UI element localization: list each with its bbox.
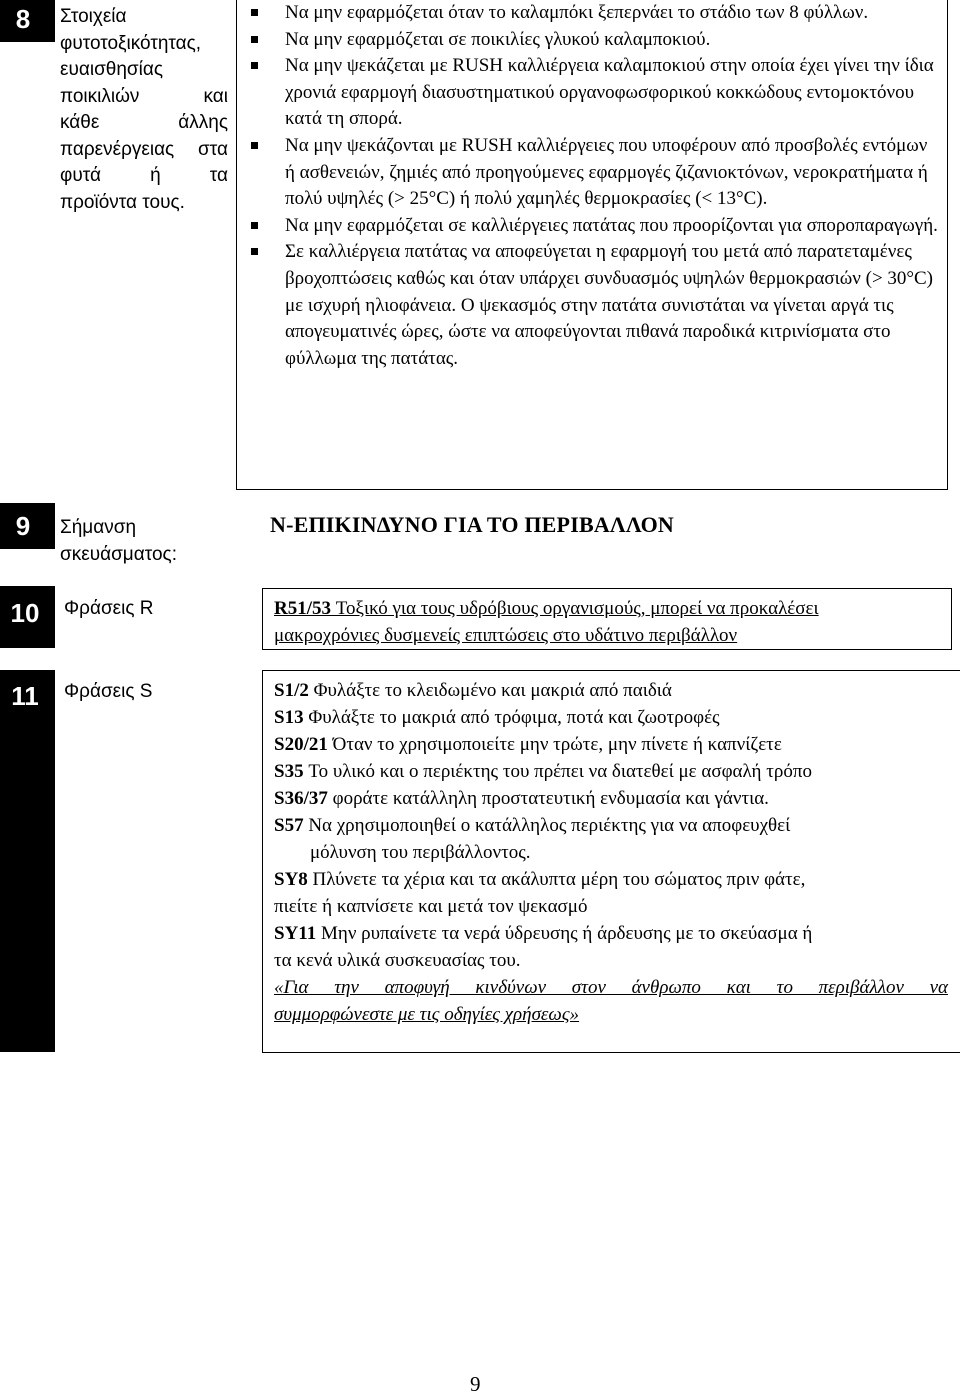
s-phrase-code: S20/21 (274, 734, 328, 755)
section-8-label-line: Στοιχεία (60, 6, 127, 27)
s-phrase (274, 731, 948, 758)
r-phrase-code: R51/53 (274, 598, 331, 619)
section-8-number: 8 (15, 4, 31, 34)
s-phrase (274, 704, 948, 731)
section-8-bullet-list (251, 0, 941, 372)
s-phrase-continuation: μόλυνση του περιβάλλοντος. (310, 842, 531, 863)
bullet-item: Να μην εφαρμόζεται σε ποικιλίες γλυκού καλαμποκιού. (251, 27, 941, 54)
s-phrase-text: Όταν το χρησιμοποιείτε μην τρώτε, μην πίνετε ή καπνίζετε (327, 734, 782, 755)
s-phrase-continuation: τα κενά υλικά συσκευασίας του. (274, 950, 521, 971)
hazard-label: N-ΕΠΙΚΙΝΔΥΝΟ ΓΙΑ ΤΟ ΠΕΡΙΒΑΛΛΟΝ (270, 512, 674, 537)
s-phrase (274, 812, 948, 839)
s-phrase-continuation: πιείτε ή καπνίσετε και μετά τον ψεκασμό (274, 896, 588, 917)
r-phrase (274, 596, 954, 649)
section-8-label-line: ποικιλιών και (60, 85, 228, 107)
bullet-item: Να μην ψεκάζονται με RUSH καλλιέργειες που υποφέρουν από προσβολές εντόμων ή ασθενειών, ζημιές από προηγούμενες εφαρμογές ζιζανιοκτόνων, νεροκρατήματα ή πολύ υψηλές (> 25°C) ή πολύ χαμηλές θερμοκρασίες (< 13°C). (251, 133, 941, 213)
section-8-label-line: φυτά ή τα (60, 165, 228, 186)
section-8-label-line: παρενέργειας στα (60, 138, 228, 160)
section-11-label: Φράσεις S (64, 681, 153, 702)
s-phrase (274, 920, 948, 947)
section-11-number: 11 (11, 681, 39, 711)
section-9-number: 9 (15, 511, 31, 541)
s-phrase-code: SY8 (274, 869, 308, 890)
s-phrase-text: Πλύνετε τα χέρια και τα ακάλυπτα μέρη του σώματος πριν φάτε, (307, 869, 806, 890)
section-9-label-line: Σήμανση (60, 517, 137, 538)
bullet-item: Να μην εφαρμόζεται όταν το καλαμπόκι ξεπερνάει το στάδιο των 8 φύλλων. (251, 0, 941, 27)
s-phrase (274, 677, 948, 704)
closing-note-text: συμμορφώνεστε με τις οδηγίες χρήσεως» (274, 1004, 580, 1025)
s-phrase (274, 866, 948, 893)
section-8-label-line: προϊόντα τους. (60, 191, 185, 213)
s-phrase-code: S57 (274, 815, 304, 836)
s-phrase-text: Μην ρυπαίνετε τα νερά ύδρευσης ή άρδευσης με το σκεύασμα ή (316, 923, 813, 944)
section-9-label-line: σκευάσματος: (60, 543, 177, 565)
section-8-label-line: κάθε άλλης (60, 112, 228, 133)
s-phrase (274, 785, 948, 812)
s-phrase-text: Να χρησιμοποιηθεί ο κατάλληλος περιέκτης για να αποφευχθεί (303, 815, 791, 836)
s-phrase (274, 758, 948, 785)
section-11-number-bar (0, 670, 55, 1052)
r-phrase-text: Τοξικό για τους υδρόβιους οργανισμούς, μπορεί να προκαλέσει (331, 598, 819, 619)
s-phrase-text: Φυλάξτε το μακριά από τρόφιμα, ποτά και ζωοτροφές (303, 707, 720, 728)
page-number: 9 (470, 1372, 481, 1396)
section-8-label-line: ευαισθησίας (60, 59, 164, 80)
s-phrase-code: S35 (274, 761, 304, 782)
section-8-content-box (236, 0, 948, 490)
s-phrase-text: Το υλικό και ο περιέκτης του πρέπει να διατεθεί με ασφαλή τρόπο (303, 761, 812, 782)
bullet-item: Να μην εφαρμόζεται σε καλλιέργειες πατάτας που προορίζονται για σποροπαραγωγή. (251, 213, 941, 240)
s-phrases (274, 677, 948, 1028)
section-9-label (60, 515, 177, 568)
section-10-label: Φράσεις R (64, 598, 154, 619)
section-8-label-line: φυτοτοξικότητας, (60, 32, 202, 54)
section-10-number: 10 (10, 598, 40, 628)
s-phrase-code: S13 (274, 707, 304, 728)
closing-note-line: «Για την αποφυγή κινδύνων στον άνθρωπο και το περιβάλλον να (274, 977, 948, 998)
s-phrase-code: S36/37 (274, 788, 328, 809)
bullet-item: Σε καλλιέργεια πατάτας να αποφεύγεται η εφαρμογή του μετά από παρατεταμένες βροχοπτώσεις καθώς και όταν υπάρχει συνδυασμός υψηλών θερμοκρασιών (> 30°C) με ισχυρή ηλιοφάνεια. Ο ψεκασμός στην πατάτα συνιστάται να γίνεται αργά τις απογευματινές ώρες, ώστε να αποφεύγονται πιθανά παροδικά κιτρινίσματα στο φύλλωμα της πατάτας. (251, 239, 941, 372)
section-8-label (60, 4, 228, 216)
bullet-item: Να μην ψεκάζεται με RUSH καλλιέργεια καλαμποκιού στην οποία έχει γίνει την ίδια χρονιά εφαρμογή διασυστηματικού οργανοφωσφορικού κοκκώδους εντομοκτόνου κατά τη σπορά. (251, 53, 941, 133)
r-phrase-text-cont: μακροχρόνιες δυσμενείς επιπτώσεις στο υδάτινο περιβάλλον (274, 624, 738, 646)
closing-note-line (274, 1001, 948, 1028)
s-phrase-code: S1/2 (274, 680, 309, 701)
s-phrase-code: SY11 (274, 923, 317, 944)
s-phrase-text: Φυλάξτε το κλειδωμένο και μακριά από παιδιά (308, 680, 672, 701)
s-phrase-text: φοράτε κατάλληλη προστατευτική ενδυμασία και γάντια. (327, 788, 769, 809)
